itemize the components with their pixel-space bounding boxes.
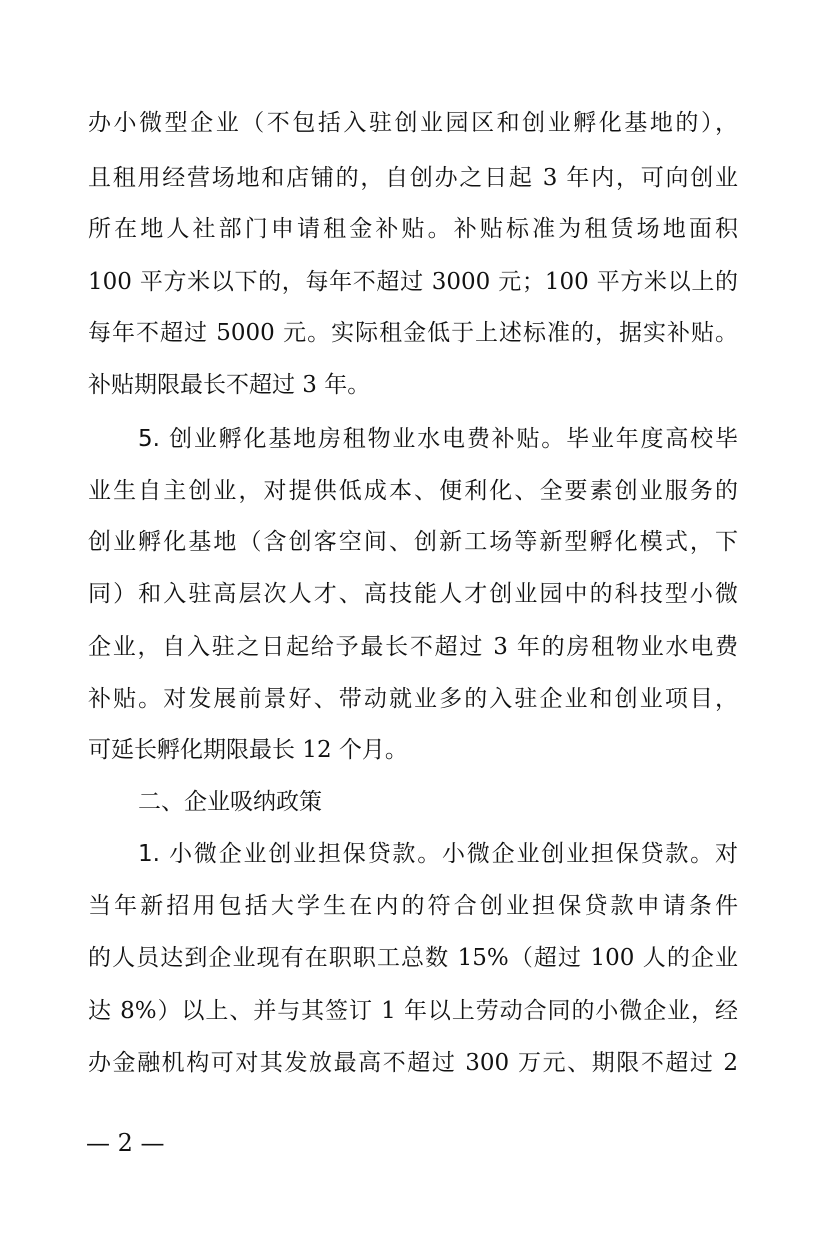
paragraph-heading: 1. 小微企业创业担保贷款。 bbox=[138, 841, 443, 867]
paragraph-lead-text: 毕业年度高校毕 bbox=[566, 426, 738, 452]
paragraph-heading-line bbox=[138, 424, 738, 454]
body-text-line: 业生自主创业，对提供低成本、便利化、全要素创业服务的 bbox=[88, 478, 738, 504]
body-text-line: 100 平方米以下的，每年不超过 3000 元；100 平方米以上的 bbox=[88, 269, 738, 295]
paragraph-lead-text: 小微企业创业担保贷款。对 bbox=[442, 841, 738, 867]
body-text-line: 且租用经营场地和店铺的，自创办之日起 3 年内，可向创业 bbox=[88, 165, 738, 191]
paragraph-heading-line bbox=[138, 839, 738, 869]
body-text-line: 当年新招用包括大学生在内的符合创业担保贷款申请条件 bbox=[88, 893, 738, 919]
section-heading: 二、企业吸纳政策 bbox=[138, 789, 322, 815]
body-text-line: 创业孵化基地（含创客空间、创新工场等新型孵化模式，下 bbox=[88, 529, 738, 555]
body-text-line: 可延长孵化期限最长 12 个月。 bbox=[88, 737, 408, 763]
body-text-line: 每年不超过 5000 元。实际租金低于上述标准的，据实补贴。 bbox=[88, 320, 738, 346]
body-text-line: 补贴期限最长不超过 3 年。 bbox=[88, 372, 371, 398]
body-text-line: 补贴。对发展前景好、带动就业多的入驻企业和创业项目， bbox=[88, 686, 738, 712]
body-text-line: 达 8%）以上、并与其签订 1 年以上劳动合同的小微企业，经 bbox=[88, 998, 738, 1024]
body-text-line: 企业，自入驻之日起给予最长不超过 3 年的房租物业水电费 bbox=[88, 634, 738, 660]
body-text-line: 办金融机构可对其发放最高不超过 300 万元、期限不超过 2 bbox=[88, 1050, 738, 1076]
page-number: — 2 — bbox=[86, 1129, 165, 1157]
body-text-line: 同）和入驻高层次人才、高技能人才创业园中的科技型小微 bbox=[88, 581, 738, 607]
paragraph-heading: 5. 创业孵化基地房租物业水电费补贴。 bbox=[138, 426, 567, 452]
body-text-line: 的人员达到企业现有在职职工总数 15%（超过 100 人的企业 bbox=[88, 945, 738, 971]
body-text-line: 办小微型企业（不包括入驻创业园区和创业孵化基地的）， bbox=[88, 110, 738, 136]
body-text-line: 所在地人社部门申请租金补贴。补贴标准为租赁场地面积 bbox=[88, 216, 738, 242]
